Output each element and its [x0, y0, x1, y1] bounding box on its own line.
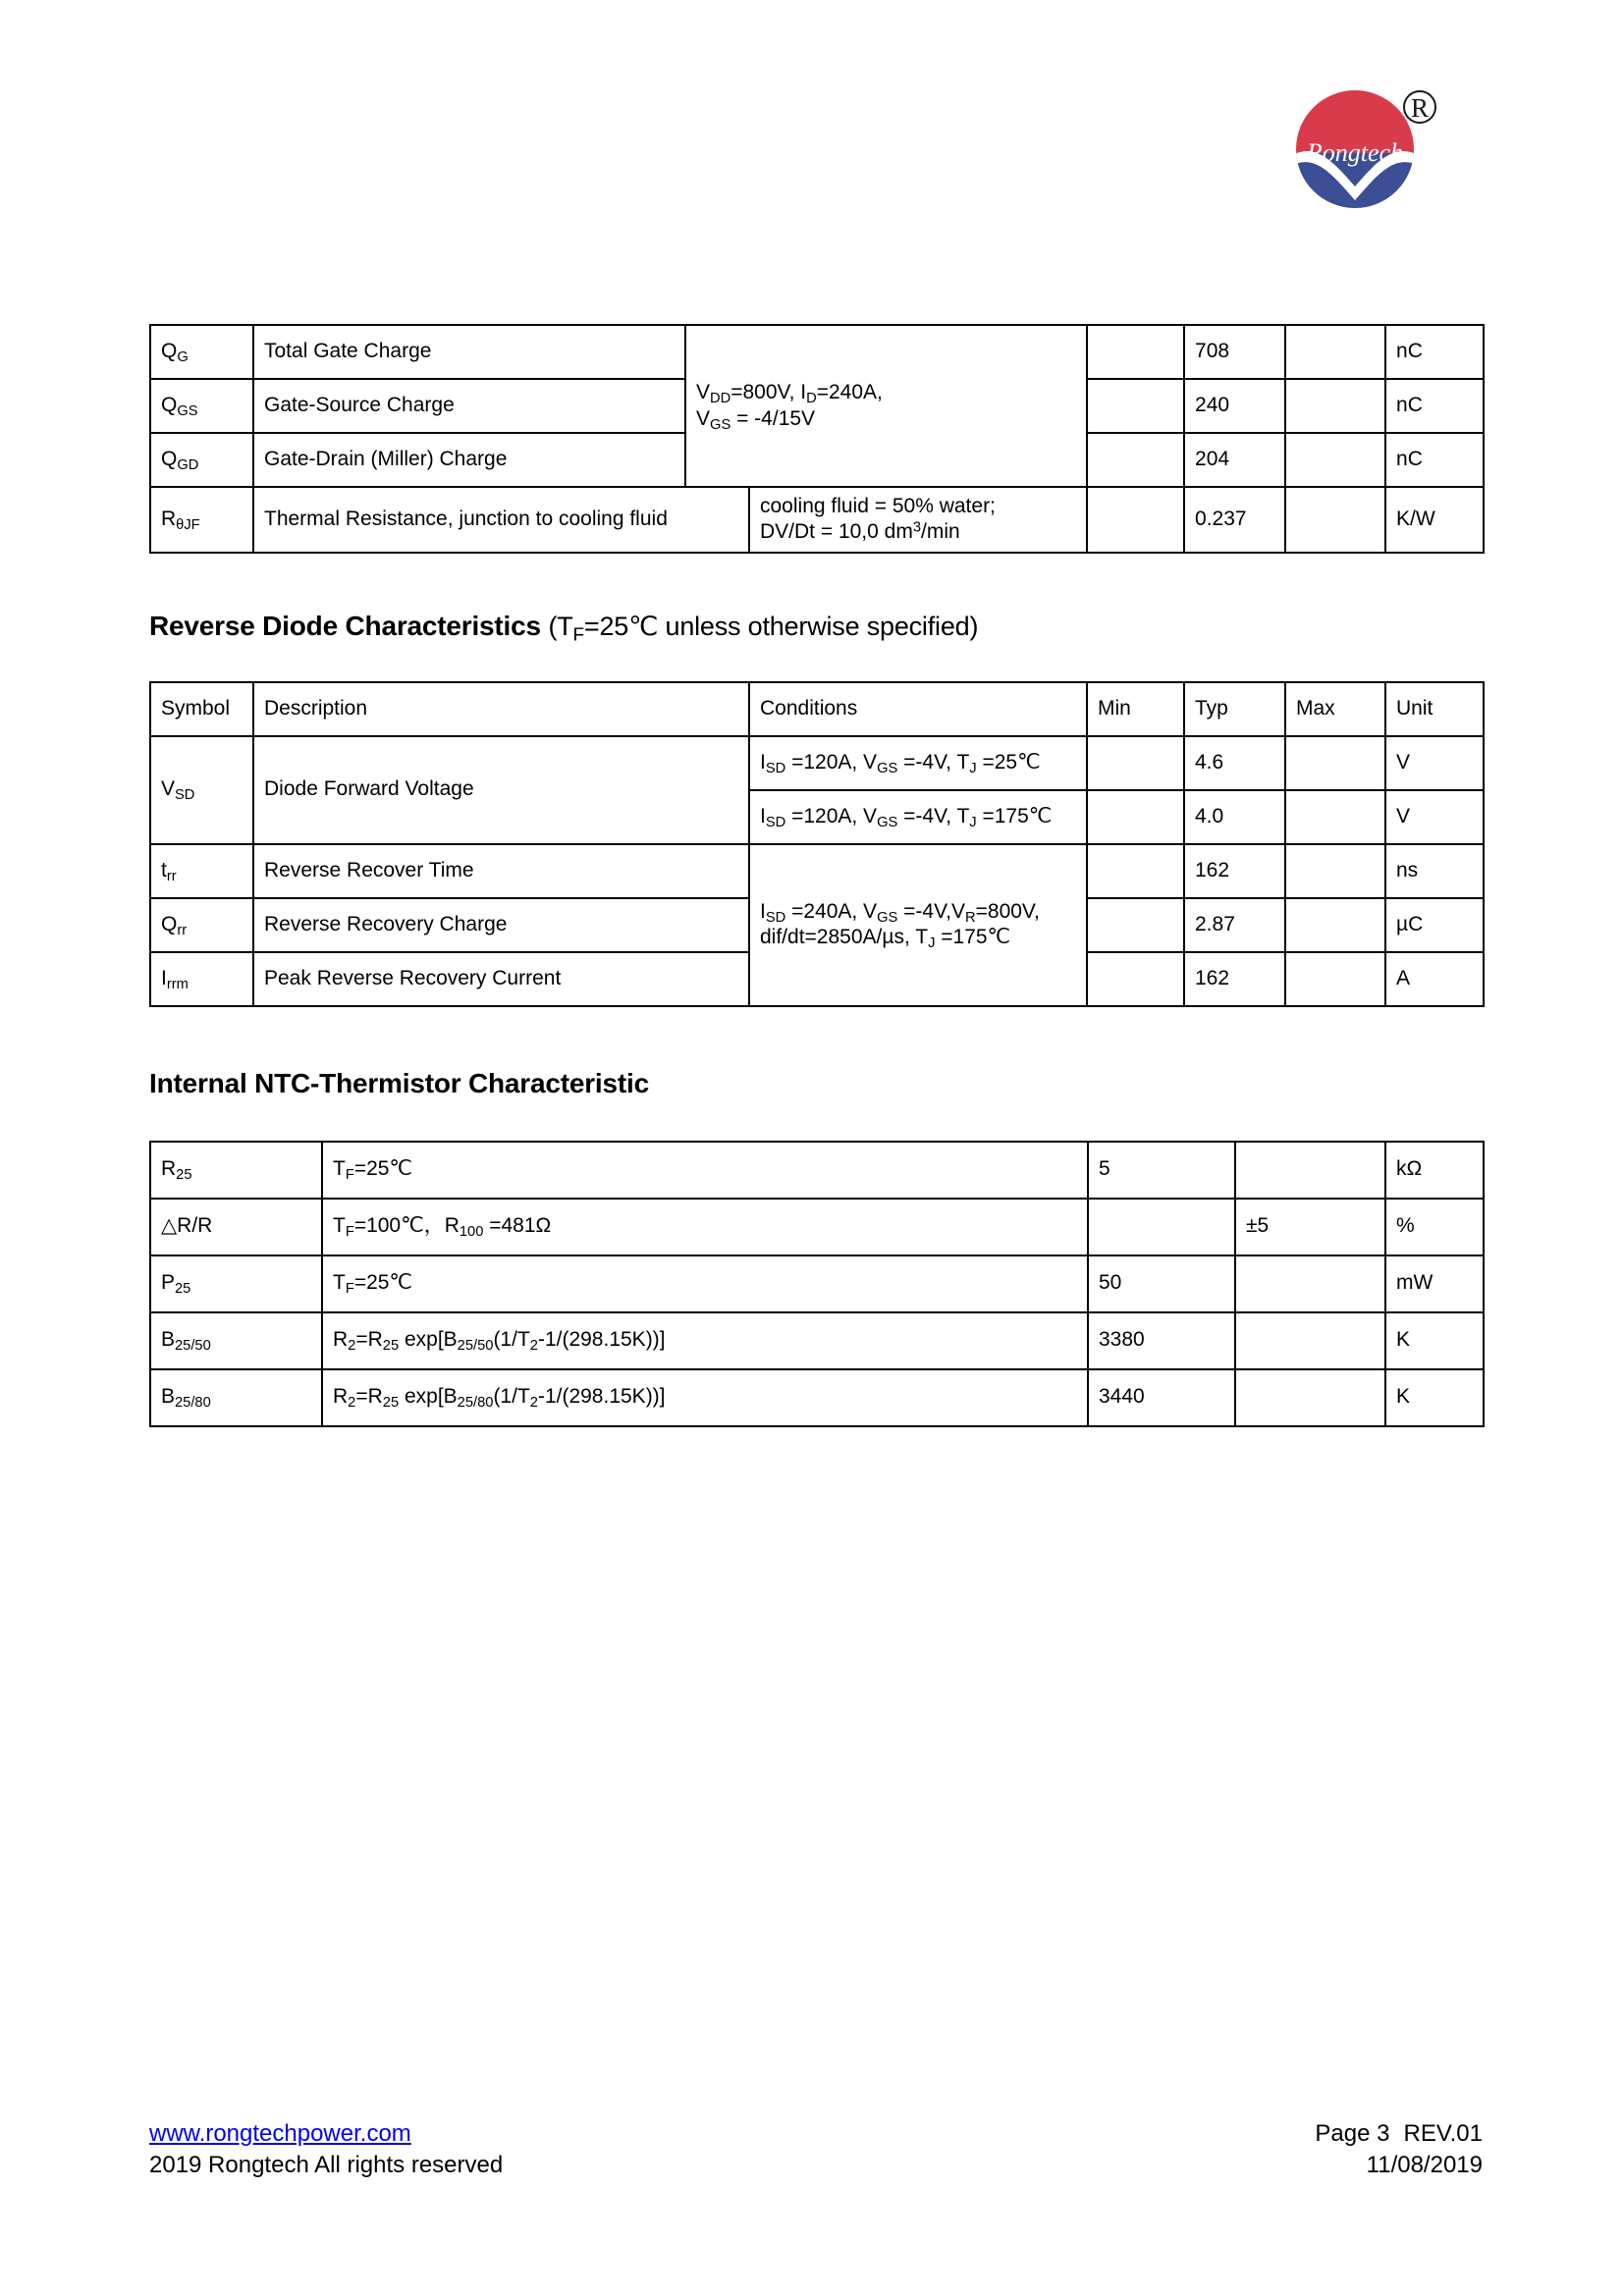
cell-unit: kΩ [1385, 1142, 1484, 1199]
cell-unit: A [1385, 952, 1484, 1006]
spacer [149, 554, 1483, 611]
cell-symbol [150, 1199, 322, 1255]
table-row [150, 1312, 1484, 1369]
cell-unit: nC [1385, 379, 1484, 433]
desc-sub-f: F [345, 1167, 354, 1184]
cell-description: Total Gate Charge [253, 325, 685, 379]
cell-typ: 204 [1184, 433, 1285, 487]
page-content [149, 324, 1483, 1427]
cell-min [1087, 898, 1184, 952]
cell-shared-conditions [749, 844, 1087, 1006]
cond-line2-end: =175℃ [935, 926, 1011, 948]
column-header-min: Min [1087, 682, 1184, 736]
footer-line-1 [149, 2118, 1483, 2150]
cell-max [1285, 736, 1385, 790]
desc-end: =100℃， [353, 1214, 445, 1238]
page-footer [149, 2118, 1483, 2182]
symbol-base: Q [161, 448, 178, 471]
reverse-diode-table [149, 681, 1485, 1007]
cell-description [322, 1255, 1088, 1312]
cell-formula [322, 1369, 1088, 1426]
cell-unit: K [1385, 1312, 1484, 1369]
cell-unit: mW [1385, 1255, 1484, 1312]
cell-description: Peak Reverse Recovery Current [253, 952, 749, 1006]
symbol-prefix: △R/R [161, 1214, 213, 1238]
cell-symbol [150, 1142, 322, 1199]
cell-typ: 240 [1184, 379, 1285, 433]
symbol-base: R [161, 507, 177, 531]
formula-tail: -1/(298.15K))] [537, 1385, 666, 1409]
formula-sub-b: 25/50 [457, 1338, 494, 1355]
symbol-base: B [161, 1385, 176, 1409]
cell-max [1285, 844, 1385, 898]
symbol-subscript: G [177, 349, 189, 366]
cell-conditions [749, 487, 1087, 553]
formula-sub-b: 25/80 [457, 1395, 494, 1412]
cell-typ: 708 [1184, 325, 1285, 379]
document-date: 11/08/2019 [1366, 2152, 1483, 2179]
cell-description: Thermal Resistance, junction to cooling fluid [253, 487, 749, 553]
cond-end1: =800V, [975, 899, 1040, 923]
symbol-subscript: 25 [176, 1167, 192, 1184]
cond-line2-end: /min [921, 520, 960, 544]
logo-graphic [1294, 77, 1451, 214]
cell-description [322, 1142, 1088, 1199]
cond-line2-sup: 3 [912, 519, 921, 536]
column-header-description: Description [253, 682, 749, 736]
symbol-subscript: 25/80 [175, 1395, 211, 1412]
column-header-symbol: Symbol [150, 682, 253, 736]
formula-exp-b: exp[B [399, 1385, 458, 1409]
cell-symbol [150, 1255, 322, 1312]
cond-mid2: =-4V, T [897, 750, 970, 774]
cond-sub-j2: J [928, 935, 936, 952]
cond-end: =25℃ [976, 750, 1041, 774]
cond-sub-gs: GS [710, 416, 731, 433]
cond-line2-pre: DV/Dt = 10,0 dm [760, 520, 913, 544]
cell-typ: 5 [1088, 1142, 1235, 1199]
desc-t: T [333, 1157, 346, 1181]
symbol-base: Q [161, 912, 178, 935]
table-row [150, 1199, 1484, 1255]
cell-unit: nC [1385, 433, 1484, 487]
cell-max [1285, 433, 1385, 487]
cond-sub-r: R [965, 909, 976, 926]
column-header-conditions: Conditions [749, 682, 1087, 736]
formula-inv-t: (1/T [493, 1385, 530, 1409]
cond-v2: V [696, 406, 711, 430]
symbol-subscript: rr [166, 868, 177, 884]
cell-description [322, 1199, 1088, 1255]
symbol-subscript: θJF [176, 517, 200, 534]
cell-symbol [150, 952, 253, 1006]
cell-max [1285, 790, 1385, 844]
desc-t: T [333, 1271, 346, 1295]
cell-symbol [150, 1312, 322, 1369]
cond-mid: =120A, V [785, 750, 878, 774]
cond-line1: cooling fluid = 50% water; [760, 495, 996, 517]
cond-sub-sd: SD [765, 909, 786, 926]
cond-mid: =120A, V [785, 804, 878, 828]
rongtech-logo [1294, 77, 1451, 214]
cond-mid2: =-4V, T [897, 804, 970, 828]
cond-sub-d: D [806, 391, 817, 407]
cell-min [1087, 433, 1184, 487]
formula-eq-r: =R [355, 1328, 383, 1352]
desc-extra-r: R [444, 1214, 460, 1238]
desc-sub-f: F [345, 1281, 354, 1298]
cell-typ: 4.0 [1184, 790, 1285, 844]
table-header-row [150, 682, 1484, 736]
cell-formula [322, 1312, 1088, 1369]
symbol-subscript: rr [177, 922, 188, 938]
cell-unit: nC [1385, 325, 1484, 379]
column-header-typ: Typ [1184, 682, 1285, 736]
cond-sub-gs: GS [877, 760, 898, 776]
cond-i: I [760, 804, 766, 828]
cell-unit: µC [1385, 898, 1484, 952]
cond-sub-gs: GS [877, 909, 898, 926]
formula-sub-t2: 2 [529, 1395, 538, 1412]
cell-typ: 2.87 [1184, 898, 1285, 952]
cond-i: I [760, 750, 766, 774]
cell-min [1087, 844, 1184, 898]
cell-typ: 0.237 [1184, 487, 1285, 553]
symbol-base: t [161, 858, 167, 881]
gate-charge-table [149, 324, 1485, 554]
cell-description: Reverse Recovery Charge [253, 898, 749, 952]
cond-end: =175℃ [976, 804, 1053, 828]
cell-typ: 3380 [1088, 1312, 1235, 1369]
formula-sub-25: 25 [382, 1338, 400, 1355]
cell-unit: K/W [1385, 487, 1484, 553]
desc-sub-f: F [345, 1224, 354, 1241]
cell-min [1087, 325, 1184, 379]
cell-description: Gate-Source Charge [253, 379, 685, 433]
cell-conditions [749, 736, 1087, 790]
cell-unit: K [1385, 1369, 1484, 1426]
symbol-base: P [161, 1271, 176, 1295]
table-row [150, 1369, 1484, 1426]
symbol-base: Q [161, 394, 178, 417]
revision-label: REV.01 [1403, 2120, 1483, 2147]
registered-mark-icon: R [1410, 93, 1430, 123]
desc-extra-sub: 100 [459, 1224, 484, 1241]
cell-conditions [749, 790, 1087, 844]
cond-i: I [760, 899, 766, 923]
heading-normal-part [548, 611, 979, 645]
cell-max [1235, 1255, 1385, 1312]
cond-sub-j: J [969, 814, 977, 830]
cell-shared-conditions [685, 325, 1087, 487]
column-header-unit: Unit [1385, 682, 1484, 736]
symbol-subscript: 25/50 [175, 1338, 211, 1355]
footer-line-2 [149, 2150, 1483, 2181]
cell-symbol [150, 898, 253, 952]
symbol-subscript: 25 [175, 1281, 191, 1298]
desc-end: =25℃ [353, 1271, 413, 1295]
table-row [150, 1142, 1484, 1199]
desc-t: T [333, 1214, 346, 1238]
ntc-thermistor-table [149, 1141, 1485, 1427]
heading-cond-sub: F [572, 623, 584, 645]
cell-max [1285, 898, 1385, 952]
reverse-diode-heading [149, 610, 1483, 645]
cell-typ: 4.6 [1184, 736, 1285, 790]
footer-left-line1 [149, 2118, 411, 2150]
formula-exp-b: exp[B [399, 1328, 458, 1352]
cond-sub-gs: GS [877, 814, 898, 830]
cell-max [1285, 379, 1385, 433]
formula-inv-t: (1/T [493, 1328, 530, 1352]
cell-unit: V [1385, 736, 1484, 790]
symbol-subscript: GS [177, 403, 198, 420]
column-header-max: Max [1285, 682, 1385, 736]
heading-cond-pre: (T [548, 611, 573, 641]
cell-symbol [150, 433, 253, 487]
cond-sub-dd: DD [710, 391, 731, 407]
logo-brand-text: Rongtech [1306, 138, 1404, 167]
cell-symbol [150, 487, 253, 553]
formula-r: R [333, 1328, 349, 1352]
cell-typ: 3440 [1088, 1369, 1235, 1426]
table-row [150, 736, 1484, 790]
cell-symbol [150, 379, 253, 433]
symbol-subscript: SD [175, 787, 195, 804]
desc-end: =25℃ [353, 1157, 413, 1181]
cell-max [1235, 1369, 1385, 1426]
symbol-base: V [161, 777, 176, 801]
cell-min [1087, 790, 1184, 844]
table-row [150, 487, 1484, 553]
symbol-base: Q [161, 340, 178, 363]
formula-eq-r: =R [355, 1385, 383, 1409]
cell-min [1087, 379, 1184, 433]
cell-max [1285, 325, 1385, 379]
cond-line2-pre: dif/dt=2850A/µs, T [760, 926, 929, 948]
page-number-label: Page 3 [1315, 2120, 1390, 2147]
formula-tail: -1/(298.15K))] [537, 1328, 666, 1352]
cell-symbol [150, 736, 253, 844]
spacer [149, 1099, 1483, 1141]
symbol-base: R [161, 1157, 177, 1181]
cell-min [1087, 736, 1184, 790]
cond-text2: =240A, [816, 381, 883, 404]
formula-sub-2: 2 [348, 1395, 356, 1412]
cond-text3: = -4/15V [730, 406, 816, 430]
cond-v: V [696, 381, 711, 404]
cell-description: Diode Forward Voltage [253, 736, 749, 844]
cell-symbol [150, 1369, 322, 1426]
copyright-text: 2019 Rongtech All rights reserved [149, 2152, 504, 2179]
symbol-base: B [161, 1328, 176, 1352]
cell-typ [1088, 1199, 1235, 1255]
cell-max [1235, 1142, 1385, 1199]
cell-typ: 162 [1184, 844, 1285, 898]
cond-sub-sd: SD [765, 760, 786, 776]
symbol-subscript: GD [177, 457, 199, 474]
cell-symbol [150, 325, 253, 379]
cond-mid: =240A, V [785, 899, 878, 923]
table-row [150, 1255, 1484, 1312]
cell-max [1285, 952, 1385, 1006]
cond-sub-j: J [969, 760, 977, 776]
cell-description: Reverse Recover Time [253, 844, 749, 898]
footer-right-line1 [1315, 2118, 1483, 2150]
cell-max: ±5 [1235, 1199, 1385, 1255]
formula-r: R [333, 1385, 349, 1409]
cell-min [1087, 487, 1184, 553]
table-row [150, 844, 1484, 898]
symbol-base: I [161, 966, 167, 989]
cell-unit: V [1385, 790, 1484, 844]
heading-bold-part: Reverse Diode Characteristics [149, 610, 549, 641]
formula-sub-2: 2 [348, 1338, 356, 1355]
cell-unit: ns [1385, 844, 1484, 898]
cond-text1: =800V, I [730, 381, 807, 404]
formula-sub-25: 25 [382, 1395, 400, 1412]
cell-symbol [150, 844, 253, 898]
desc-extra-end: =481Ω [483, 1214, 552, 1238]
cell-typ: 162 [1184, 952, 1285, 1006]
website-link[interactable]: www.rongtechpower.com [149, 2120, 411, 2147]
cell-typ: 50 [1088, 1255, 1235, 1312]
cell-min [1087, 952, 1184, 1006]
cell-max [1235, 1312, 1385, 1369]
symbol-subscript: rrm [166, 976, 189, 992]
spacer [149, 1007, 1483, 1068]
cell-max [1285, 487, 1385, 553]
table-row [150, 325, 1484, 379]
ntc-thermistor-heading: Internal NTC-Thermistor Characteristic [149, 1067, 649, 1098]
cell-unit: % [1385, 1199, 1484, 1255]
cond-sub-sd: SD [765, 814, 786, 830]
heading-cond-end: =25℃ unless otherwise specified) [583, 611, 979, 641]
cond-mid2: =-4V,V [897, 899, 966, 923]
cell-description: Gate-Drain (Miller) Charge [253, 433, 685, 487]
spacer [149, 642, 1483, 681]
formula-sub-t2: 2 [529, 1338, 538, 1355]
